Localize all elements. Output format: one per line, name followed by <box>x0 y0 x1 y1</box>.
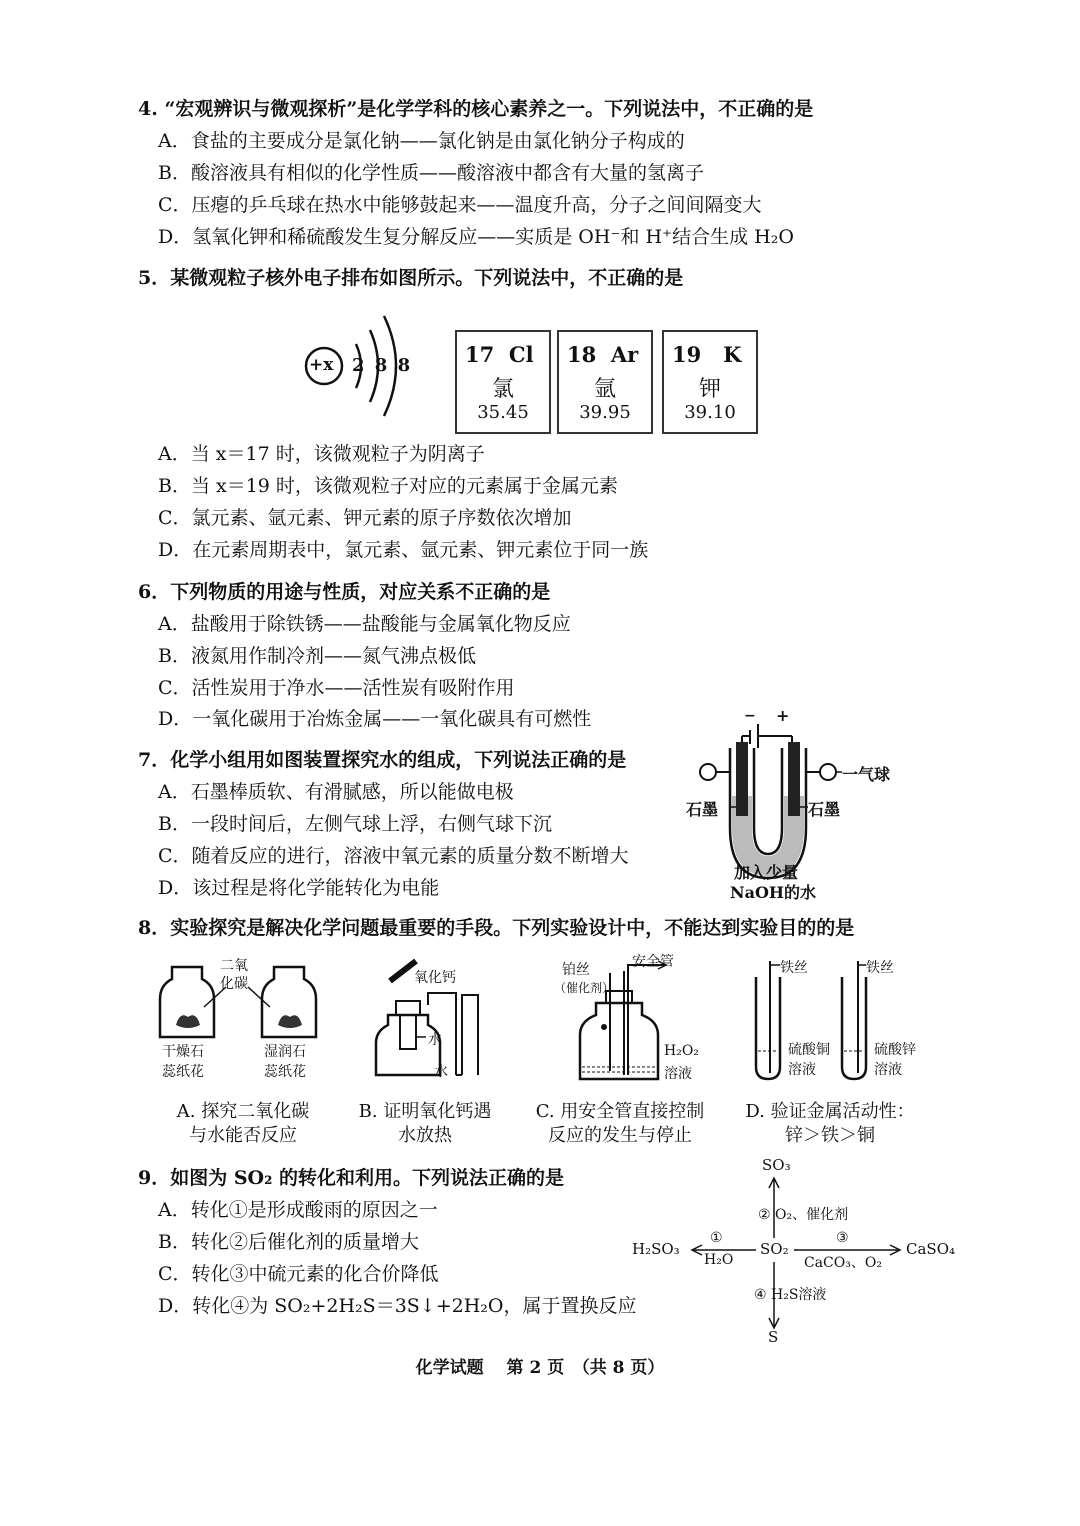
q6-stem: 6．下列物质的用途与性质，对应关系不正确的是 <box>138 581 551 603</box>
q9-option-b: B．转化②后催化剂的质量增大 <box>158 1231 419 1253</box>
element-number: 18 <box>567 342 597 367</box>
element-number: 17 <box>465 342 495 367</box>
conversion-1-label: ① <box>710 1230 723 1246</box>
safety-tube-label: 安全管 <box>632 954 674 970</box>
q4-option-b: B．酸溶液具有相似的化学性质——酸溶液中都含有大量的氢离子 <box>158 162 704 184</box>
q4-option-a: A．食盐的主要成分是氯化钠——氯化钠是由氯化钠分子构成的 <box>158 130 685 152</box>
cao-label: 氧化钙 <box>414 970 456 986</box>
experiment-a-caption-2: 与水能否反应 <box>189 1125 297 1146</box>
water-label-2: NaOH的水 <box>730 883 817 902</box>
element-number: 19 <box>672 342 702 367</box>
pt-wire-label: 铂丝 <box>562 962 590 978</box>
conversion-3-label: ③ <box>836 1230 849 1246</box>
minus-sign: − <box>744 708 756 724</box>
iron-wire-label-2: 铁丝 <box>866 960 894 976</box>
experiment-c-figure <box>554 954 720 1085</box>
catalyst-label: （催化剂） <box>554 981 615 995</box>
q9-option-c: C．转化③中硫元素的化合价降低 <box>158 1263 439 1285</box>
q6-option-b: B．液氮用作制冷剂——氮气沸点极低 <box>158 645 476 667</box>
q5-option-b: B．当 x＝19 时，该微观粒子对应的元素属于金属元素 <box>158 475 618 497</box>
element-mass: 39.10 <box>684 402 736 423</box>
element-symbol: Ar <box>610 342 639 367</box>
page-footer: 化学试题 第 2 页 （共 8 页） <box>415 1358 665 1378</box>
element-name: 氯 <box>491 377 514 402</box>
left-electrode-label: 石墨 <box>686 800 719 819</box>
so2-conversion-diagram <box>628 1150 958 1350</box>
q7-stem: 7．化学小组用如图装置探究水的组成，下列说法正确的是 <box>138 749 627 771</box>
element-card-ar <box>557 330 653 434</box>
dry-paper-label-1: 干燥石 <box>162 1044 204 1060</box>
balloon-label: 一气球 <box>842 765 891 784</box>
q7-option-a: A．石墨棒质软、有滑腻感，所以能做电极 <box>158 781 514 803</box>
q7-option-d: D．该过程是将化学能转化为电能 <box>158 877 440 899</box>
s-node: S <box>768 1328 779 1346</box>
experiment-c-caption-1: C. 用安全管直接控制 <box>535 1101 705 1122</box>
conversion-1-condition: H₂O <box>704 1252 734 1268</box>
experiment-a-figure <box>158 955 328 1085</box>
h2o2-solution-label: 溶液 <box>664 1066 692 1082</box>
q4-option-d: D．氢氧化钾和稀硫酸发生复分解反应——实质是 OH⁻和 H⁺结合生成 H₂O <box>158 226 794 248</box>
atom-structure-diagram <box>300 300 430 430</box>
electron-shells: 2 8 8 <box>352 355 413 376</box>
wet-paper-label-2: 蕊纸花 <box>264 1064 306 1080</box>
conversion-4-label: ④ H₂S溶液 <box>754 1287 827 1303</box>
cuso4-label-1: 硫酸铜 <box>788 1042 830 1058</box>
water-label-2: 水 <box>434 1064 448 1080</box>
q5-option-c: C．氯元素、氩元素、钾元素的原子序数依次增加 <box>158 507 572 529</box>
znso4-label-1: 硫酸锌 <box>874 1042 916 1058</box>
h2so3-node: H₂SO₃ <box>632 1240 680 1258</box>
q4-option-c: C．压瘪的乒乓球在热水中能够鼓起来——温度升高，分子之间间隔变大 <box>158 194 762 216</box>
experiment-b-caption-2: 水放热 <box>398 1125 452 1146</box>
q7-option-b: B．一段时间后，左侧气球上浮，右侧气球下沉 <box>158 813 552 835</box>
element-card-cl <box>455 330 551 434</box>
co2-label-2: 化碳 <box>220 976 248 992</box>
element-name: 氩 <box>593 377 616 402</box>
experiment-d-caption-1: D. 验证金属活动性： <box>745 1101 915 1122</box>
right-electrode-label: 石墨 <box>808 800 841 819</box>
h2o2-label: H₂O₂ <box>664 1043 699 1059</box>
q4-stem: 4. “宏观辨识与微观探析”是化学学科的核心素养之一。下列说法中，不正确的是 <box>138 98 814 120</box>
so3-node: SO₃ <box>762 1156 791 1174</box>
experiment-d-caption-2: 锌＞铁＞铜 <box>785 1125 875 1146</box>
experiment-b-caption-1: B. 证明氧化钙遇 <box>358 1101 492 1122</box>
q5-option-d: D．在元素周期表中，氯元素、氩元素、钾元素位于同一族 <box>158 539 649 561</box>
water-label-1: 加入少量 <box>734 863 799 882</box>
caso4-node: CaSO₄ <box>906 1240 956 1258</box>
element-card-k <box>662 330 758 434</box>
znso4-label-2: 溶液 <box>874 1062 902 1078</box>
cuso4-label-2: 溶液 <box>788 1062 816 1078</box>
experiment-c-caption-2: 反应的发生与停止 <box>548 1125 692 1146</box>
experiment-a-caption-1: A. 探究二氧化碳 <box>176 1101 310 1122</box>
q5-option-a: A．当 x＝17 时，该微观粒子为阴离子 <box>158 443 485 465</box>
element-mass: 39.95 <box>579 402 631 423</box>
q7-option-c: C．随着反应的进行，溶液中氧元素的质量分数不断增大 <box>158 845 629 867</box>
q6-option-d: D．一氧化碳用于冶炼金属——一氧化碳具有可燃性 <box>158 708 592 730</box>
experiment-d-figure <box>750 955 930 1085</box>
element-symbol: Cl <box>508 342 534 367</box>
q6-option-c: C．活性炭用于净水——活性炭有吸附作用 <box>158 677 515 699</box>
element-name: 钾 <box>698 377 721 402</box>
wet-paper-label-1: 湿润石 <box>264 1044 306 1060</box>
iron-wire-label-1: 铁丝 <box>780 960 808 976</box>
experiment-b-figure <box>368 955 508 1085</box>
electrolysis-apparatus <box>686 706 920 903</box>
conversion-3-condition: CaCO₃、O₂ <box>804 1255 882 1271</box>
q9-option-d: D．转化④为 SO₂+2H₂S＝3S↓+2H₂O，属于置换反应 <box>158 1295 637 1317</box>
q6-option-a: A．盐酸用于除铁锈——盐酸能与金属氧化物反应 <box>158 613 571 635</box>
q9-option-a: A．转化①是形成酸雨的原因之一 <box>158 1199 438 1221</box>
q8-stem: 8．实验探究是解决化学问题最重要的手段。下列实验设计中，不能达到实验目的的是 <box>138 917 855 939</box>
nucleus-charge: +x <box>309 355 334 375</box>
q5-stem: 5．某微观粒子核外电子排布如图所示。下列说法中，不正确的是 <box>138 267 684 289</box>
plus-sign: + <box>776 706 790 725</box>
water-label: 水 <box>428 1032 442 1048</box>
co2-label-1: 二氧 <box>220 958 248 974</box>
dry-paper-label-2: 蕊纸花 <box>162 1064 204 1080</box>
q9-stem: 9．如图为 SO₂ 的转化和利用。下列说法正确的是 <box>138 1167 565 1189</box>
element-symbol: K <box>723 342 742 367</box>
element-mass: 35.45 <box>477 402 529 423</box>
conversion-2-label: ② O₂、催化剂 <box>758 1207 849 1223</box>
so2-node: SO₂ <box>760 1240 789 1258</box>
